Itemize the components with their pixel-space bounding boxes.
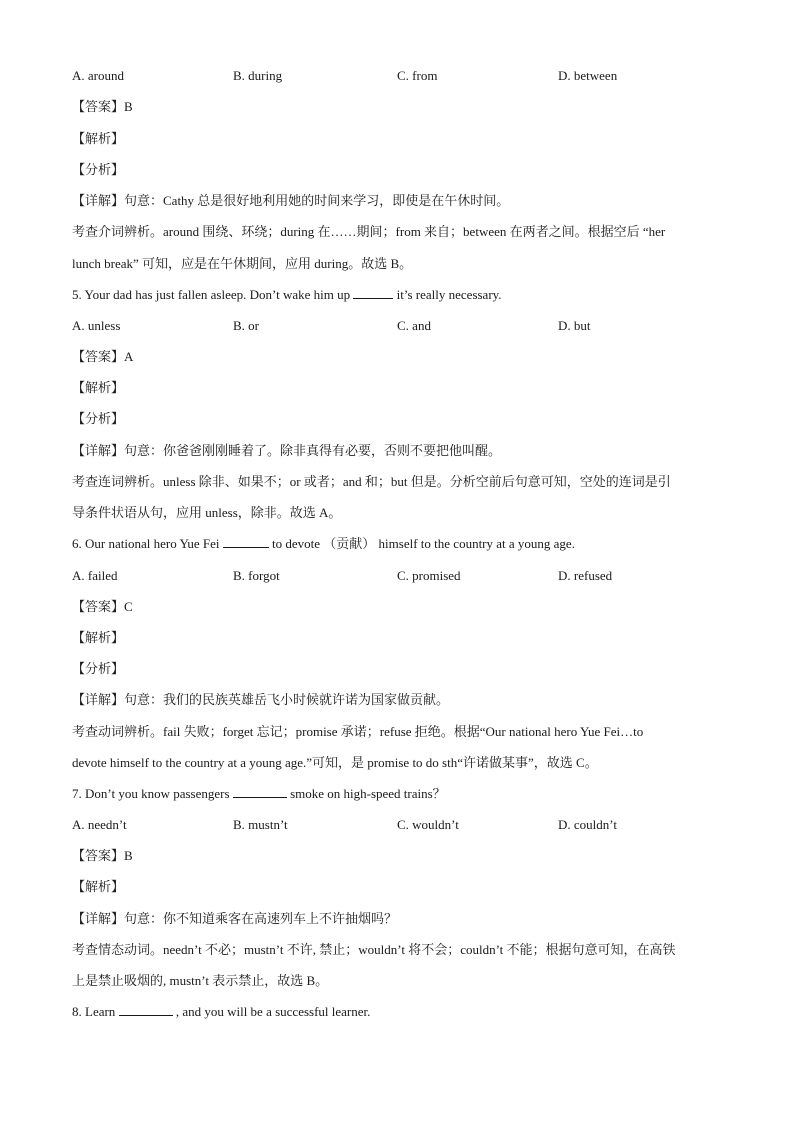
q5-option-c: C. and: [397, 318, 431, 333]
q4-option-c: C. from: [397, 68, 438, 83]
q5-option-a: A. unless: [72, 318, 121, 333]
q7-option-d: D. couldn’t: [558, 817, 617, 832]
q5-detail: 【详解】句意：你爸爸刚刚睡着了。除非真得有必要，否则不要把他叫醒。: [72, 443, 502, 458]
q4-option-a: A. around: [72, 68, 124, 83]
q7-stem-after: smoke on high-speed trains？: [290, 786, 446, 801]
q6-option-c: C. promised: [397, 568, 461, 583]
q5-stem-before: 5. Your dad has just fallen asleep. Don’t wake him up: [72, 287, 351, 302]
q4-explanation-2: lunch break” 可知，应是在午休期间，应用 during。故选 B。: [72, 256, 413, 271]
q6-stem: [72, 534, 732, 554]
q5-explanation-2: 导条件状语从句，应用 unless，除非。故选 A。: [72, 505, 342, 520]
q7-blank: [233, 784, 287, 798]
q7-analysis-heading: 【解析】: [72, 879, 125, 894]
q6-option-a: A. failed: [72, 568, 118, 583]
q4-fenxi-heading: 【分析】: [72, 162, 125, 177]
q7-detail: 【详解】句意：你不知道乘客在高速列车上不许抽烟吗？: [72, 911, 398, 926]
q4-analysis-heading: 【解析】: [72, 131, 125, 146]
q6-analysis-heading: 【解析】: [72, 630, 125, 645]
q6-option-d: D. refused: [558, 568, 613, 583]
q5-answer: 【答案】A: [72, 349, 134, 364]
q5-stem: [72, 285, 732, 305]
q8-stem-after: , and you will be a successful learner.: [175, 1004, 371, 1019]
q6-fenxi-heading: 【分析】: [72, 661, 125, 676]
q6-answer: 【答案】C: [72, 599, 133, 614]
q4-explanation-1: 考查介词辨析。around 围绕、环绕；during 在……期间；from 来自；between 在两者之间。根据空后 “her: [72, 224, 666, 239]
q7-stem: [72, 784, 732, 804]
q4-option-d: D. between: [558, 68, 618, 83]
q6-stem-after: to devote （贡献） himself to the country at a young age.: [272, 536, 575, 551]
q6-explanation-1: 考查动词辨析。fail 失败；forget 忘记；promise 承诺；refuse 拒绝。根据“Our national hero Yue Fei…to: [72, 724, 644, 739]
q7-explanation-2: 上是禁止吸烟的, mustn’t 表示禁止，故选 B。: [72, 973, 329, 988]
q5-explanation-1: 考查连词辨析。unless 除非、如果不；or 或者；and 和；but 但是。分析空前后句意可知，空处的连词是引: [72, 474, 671, 489]
q4-detail: 【详解】句意：Cathy 总是很好地利用她的时间来学习，即使是在午休时间。: [72, 193, 510, 208]
q5-option-b: B. or: [233, 318, 259, 333]
q7-option-a: A. needn’t: [72, 817, 127, 832]
q6-detail: 【详解】句意：我们的民族英雄岳飞小时候就许诺为国家做贡献。: [72, 692, 450, 707]
q4-option-b: B. during: [233, 68, 283, 83]
q5-blank: [353, 285, 393, 299]
q6-option-b: B. forgot: [233, 568, 280, 583]
q8-stem: [72, 1002, 732, 1022]
q7-answer: 【答案】B: [72, 848, 133, 863]
q6-blank: [223, 534, 269, 548]
q7-stem-before: 7. Don’t you know passengers: [72, 786, 230, 801]
q5-analysis-heading: 【解析】: [72, 380, 125, 395]
q7-option-c: C. wouldn’t: [397, 817, 459, 832]
q4-answer: 【答案】B: [72, 99, 133, 114]
q6-stem-before: 6. Our national hero Yue Fei: [72, 536, 220, 551]
q7-explanation-1: 考查情态动词。needn’t 不必；mustn’t 不许, 禁止；wouldn’t 将不会；couldn’t 不能；根据句意可知，在高铁: [72, 942, 676, 957]
q7-option-b: B. mustn’t: [233, 817, 288, 832]
q8-stem-before: 8. Learn: [72, 1004, 116, 1019]
q5-fenxi-heading: 【分析】: [72, 411, 125, 426]
q8-blank: [119, 1002, 173, 1016]
q6-explanation-2: devote himself to the country at a young age.”可知，是 promise to do sth“许诺做某事”，故选 C。: [72, 755, 598, 770]
q5-stem-after: it’s really necessary.: [396, 287, 502, 302]
q5-option-d: D. but: [558, 318, 591, 333]
